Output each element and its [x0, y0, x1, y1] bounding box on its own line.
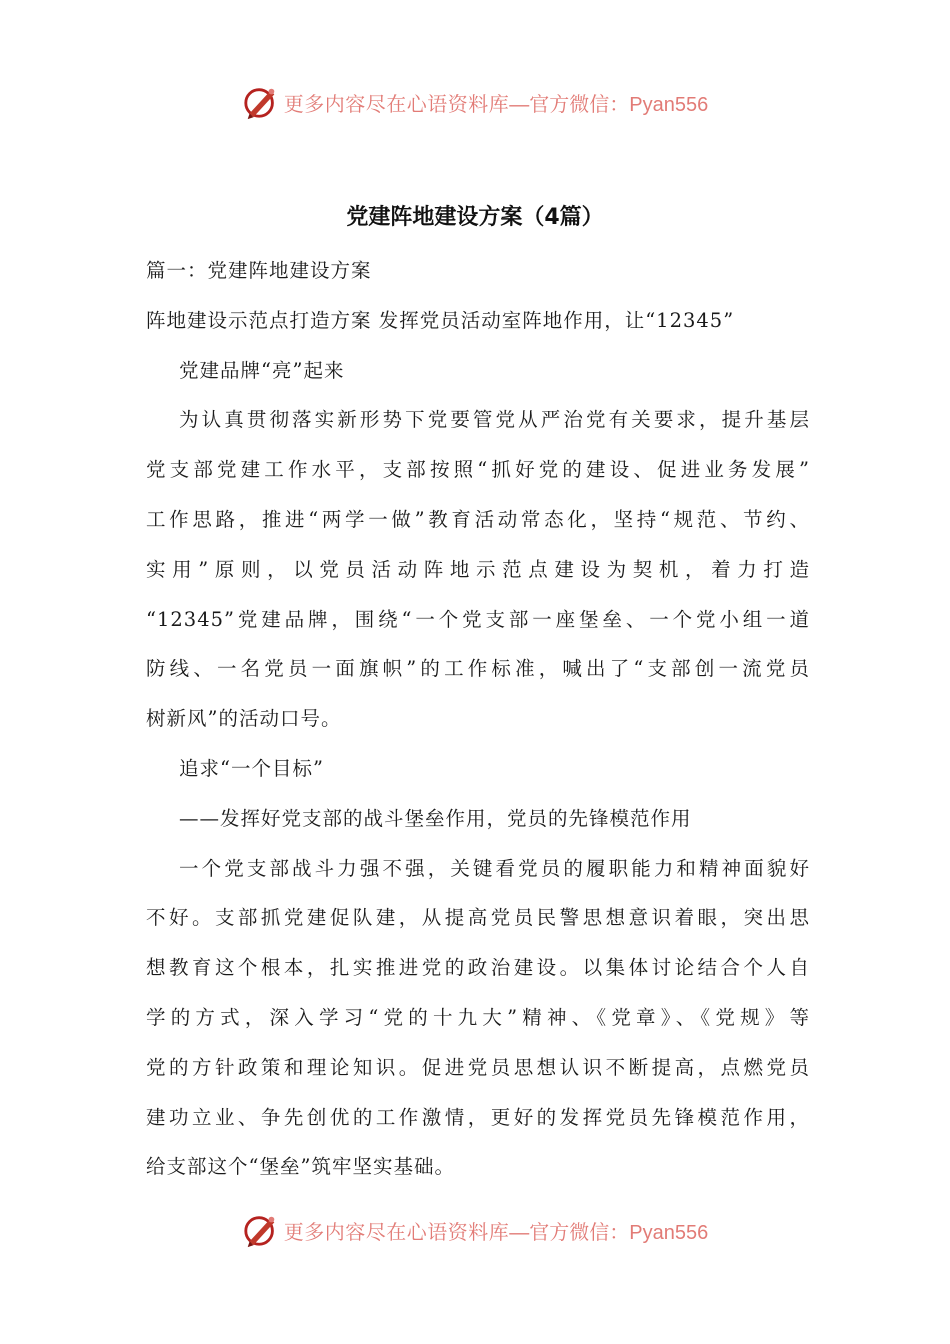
text-line: 党支部党建工作水平，支部按照“抓好党的建设、促进业务发展”: [146, 458, 810, 482]
text-line: 防线、一名党员一面旗帜”的工作标准，喊出了“支部创一流党员: [146, 657, 810, 681]
text-line: 想教育这个根本，扎实推进党的政治建设。以集体讨论结合个人自: [146, 956, 810, 980]
pen-circle-logo-icon: [242, 83, 280, 121]
subheading: 追求“一个目标”: [179, 756, 324, 780]
text-line: 工作思路，推进“两学一做”教育活动常态化，坚持“规范、节约、: [146, 507, 810, 531]
text-line: 给支部这个“堡垒”筑牢坚实基础。: [146, 1155, 455, 1179]
document-body: [146, 246, 810, 1192]
pen-circle-logo-icon: [242, 1211, 280, 1249]
text-line: 不好。支部抓党建促队建，从提高党员民警思想意识着眼，突出思: [146, 906, 810, 930]
text-line: 建功立业、争先创优的工作激情，更好的发挥党员先锋模范作用，: [146, 1105, 810, 1129]
text-line: “12345”党建品牌，围绕“一个党支部一座堡垒、一个党小组一道: [146, 607, 810, 631]
header-watermark-banner: [0, 80, 950, 124]
watermark-brand-text: 更多内容尽在心语资料库: [283, 91, 510, 116]
text-line: 一个党支部战斗力强不强，关键看党员的履职能力和精神面貌好: [179, 856, 810, 880]
text-line: 实用”原则，以党员活动阵地示范点建设为契机，着力打造: [146, 557, 810, 581]
watermark-brand-text: 更多内容尽在心语资料库: [283, 1219, 510, 1244]
text-line: 党的方针政策和理论知识。促进党员思想认识不断提高，点燃党员: [146, 1055, 810, 1079]
text-line: 树新风”的活动口号。: [146, 707, 342, 731]
section-heading: 篇一：党建阵地建设方案: [146, 259, 372, 282]
text-line: ——发挥好党支部的战斗堡垒作用，党员的先锋模范作用: [179, 806, 692, 830]
text-line: 阵地建设示范点打造方案 发挥党员活动室阵地作用，让“12345”: [146, 308, 735, 332]
text-line: 党建品牌“亮”起来: [179, 358, 345, 382]
footer-watermark-banner: [0, 1208, 950, 1252]
text-line: 为认真贯彻落实新形势下党要管党从严治党有关要求，提升基层: [179, 408, 810, 432]
watermark-wechat-text: —官方微信：Pyan556: [509, 93, 709, 116]
watermark-wechat-text: —官方微信：Pyan556: [509, 1221, 709, 1244]
document-title: 党建阵地建设方案（4篇）: [346, 205, 604, 230]
text-line: 学的方式，深入学习“党的十九大”精神、《党章》、《党规》等: [146, 1005, 810, 1029]
